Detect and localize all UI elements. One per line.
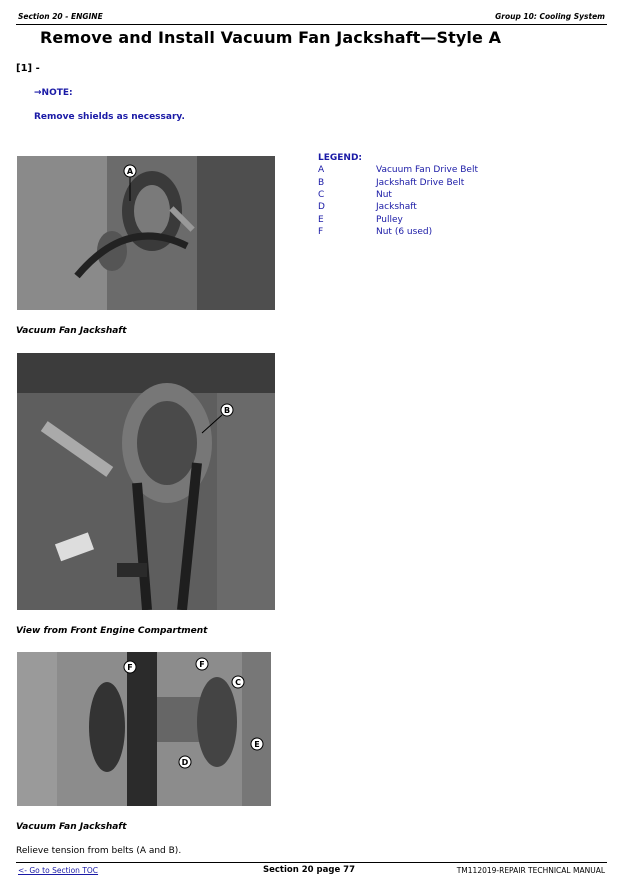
legend-title: LEGEND: — [318, 153, 363, 163]
svg-text:E: E — [254, 740, 260, 749]
figure-1-caption: Vacuum Fan Jackshaft — [16, 326, 127, 336]
note-label: →NOTE: — [34, 88, 73, 98]
page-number: Section 20 page 77 — [263, 865, 355, 875]
instruction-text: Relieve tension from belts (A and B). — [16, 846, 182, 856]
figure-1-image — [17, 156, 275, 310]
page-title: Remove and Install Vacuum Fan Jackshaft—Style A — [40, 28, 502, 47]
legend-item: B Jackshaft Drive Belt — [318, 177, 465, 188]
legend-item: F Nut (6 used) — [318, 227, 433, 238]
page-footer — [16, 862, 607, 877]
figure-3-image — [17, 652, 271, 806]
figure-3-caption: Vacuum Fan Jackshaft — [16, 822, 127, 832]
legend-item: C Nut — [318, 189, 392, 200]
legend-item: E Pulley — [318, 214, 403, 225]
figure-2-caption: View from Front Engine Compartment — [16, 626, 208, 636]
svg-text:A: A — [126, 167, 134, 176]
svg-text:F: F — [199, 660, 205, 669]
step-number: [1] - — [16, 63, 40, 74]
figure-2-image — [17, 353, 275, 610]
note-text: Remove shields as necessary. — [34, 112, 185, 122]
page-header — [16, 10, 607, 25]
group-label: Group 10: Cooling System — [495, 12, 605, 21]
legend-item: D Jackshaft — [318, 202, 417, 213]
legend-item: A Vacuum Fan Drive Belt — [318, 165, 478, 176]
svg-text:F: F — [127, 663, 133, 672]
svg-text:C: C — [235, 678, 241, 687]
toc-link[interactable]: <- Go to Section TOC — [18, 866, 99, 875]
svg-text:B: B — [223, 406, 231, 415]
legend — [318, 153, 478, 238]
section-label: Section 20 - ENGINE — [18, 12, 103, 21]
svg-text:D: D — [181, 758, 189, 767]
manual-title: TM112019-REPAIR TECHNICAL MANUAL — [456, 866, 605, 875]
